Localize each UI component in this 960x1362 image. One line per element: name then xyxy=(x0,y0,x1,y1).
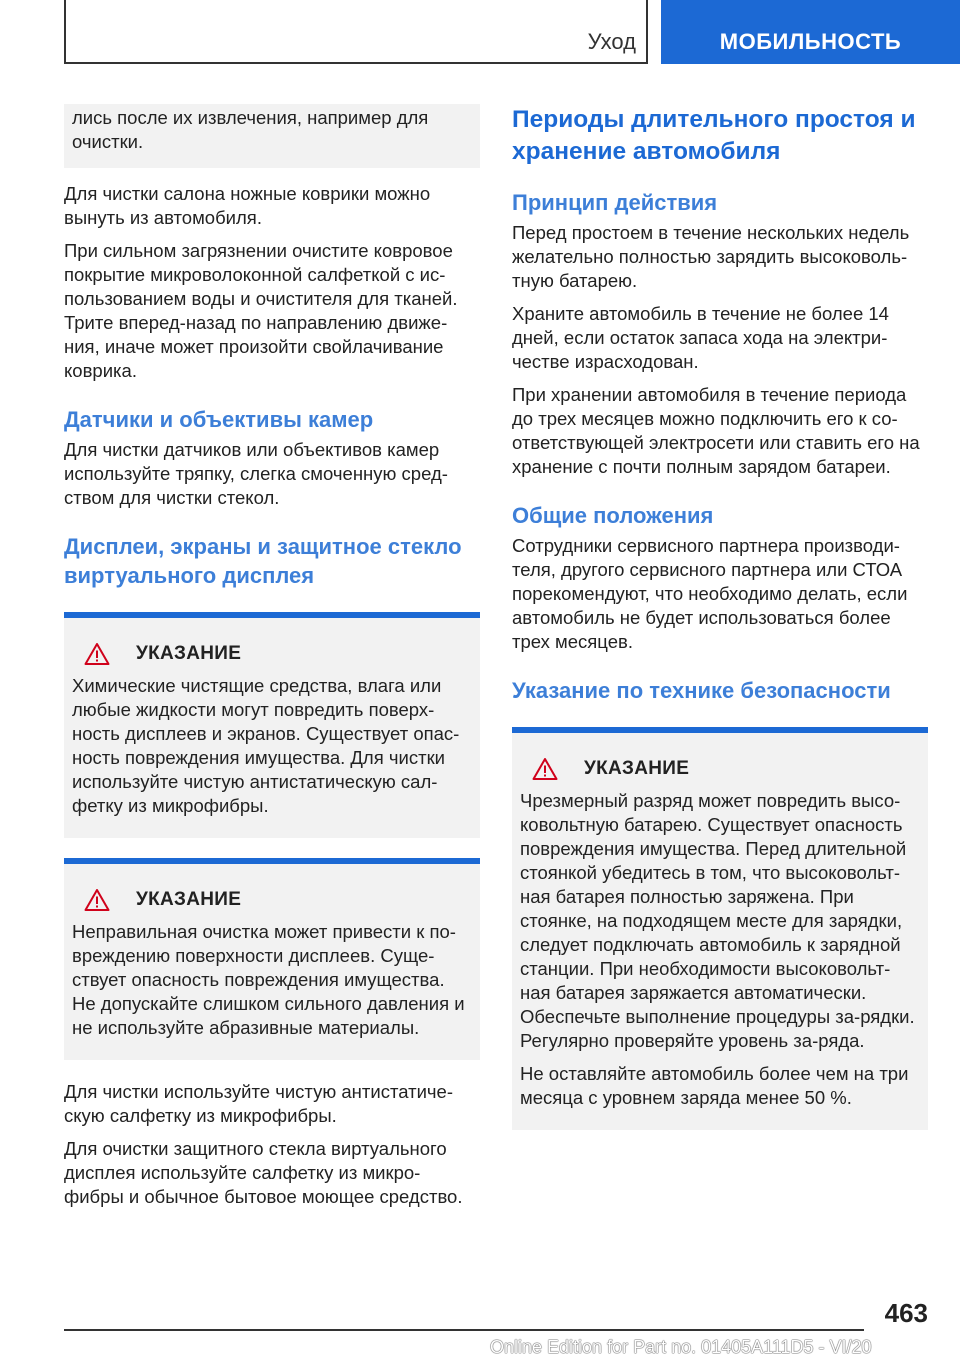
warning-box xyxy=(64,612,480,838)
section-heading-sensors: Датчики и объективы камер xyxy=(64,407,374,432)
section-heading-principle: Принцип действия xyxy=(512,190,718,215)
right-column xyxy=(512,104,928,1150)
footer-divider xyxy=(64,1329,864,1331)
paragraph: При хранении автомобиля в течение периода до трех месяцев можно подключить его к со-ответствующей электросети или ставить его на хранение с почти полным зарядом батареи. xyxy=(512,384,920,477)
section-heading-safety: Указание по технике безопасности xyxy=(512,678,891,703)
chapter-heading-storage: Периоды длительного простоя и хранение автомобиля xyxy=(512,106,916,165)
paragraph: Перед простоем в течение нескольких недель желательно полностью зарядить высоковоль-тную батарею. xyxy=(512,222,910,291)
left-column xyxy=(64,104,480,1218)
footer-edition: Online Edition for Part no. 01405A111D5 - VI/20 xyxy=(490,1337,872,1357)
section-heading-displays: Дисплеи, экраны и защитное стекло виртуального дисплея xyxy=(64,534,462,588)
paragraph: Для чистки салона ножные коврики можно вынуть из автомобиля. xyxy=(64,183,431,228)
warning-title: УКАЗАНИЕ xyxy=(136,643,242,664)
paragraph: Для чистки используйте чистую антистатиче-скую салфетку из микрофибры. xyxy=(64,1081,453,1126)
continued-note-box xyxy=(64,104,480,168)
warning-text: Не оставляйте автомобиль более чем на три месяца с уровнем заряда менее 50 %. xyxy=(520,1063,909,1108)
warning-triangle-icon xyxy=(84,888,110,912)
paragraph: Для чистки датчиков или объективов камер используйте тряпку, слегка смоченную сред-ством для чистки стекол. xyxy=(64,439,448,508)
warning-header xyxy=(72,642,470,666)
warning-triangle-icon xyxy=(84,642,110,666)
continued-note-text: лись после их извлечения, например для очистки. xyxy=(72,107,429,152)
warning-text: Неправильная очистка может привести к по-вреждению поверхности дисплеев. Суще-ствует опасность повреждения имущества. Не допускайте слишком сильного давления и не используйте абразивные материалы. xyxy=(72,921,465,1038)
warning-box xyxy=(64,858,480,1060)
warning-title: УКАЗАНИЕ xyxy=(136,889,242,910)
section-heading-general: Общие положения xyxy=(512,503,714,528)
paragraph: Сотрудники сервисного партнера производи-теля, другого сервисного партнера или СТОА порекомендуют, что необходимо делать, если автомобиль не будет использоваться более трех месяцев. xyxy=(512,535,908,652)
warning-triangle-icon xyxy=(532,757,558,781)
paragraph: Для очистки защитного стекла виртуального дисплея используйте салфетку из микро-фибры и обычное бытовое моющее средство. xyxy=(64,1138,463,1207)
warning-title: УКАЗАНИЕ xyxy=(584,758,690,779)
warning-text: Химические чистящие средства, влага или любые жидкости могут повредить поверх-ность дисплеев и экранов. Существует опас-ность повреждения имущества. Для чистки используйте чистую антистатическую сал-фетку из микрофибры. xyxy=(72,675,460,816)
page-number: 463 xyxy=(884,1298,928,1328)
header-section-title: Уход xyxy=(587,29,636,54)
warning-text: Чрезмерный разряд может повредить высо-ковольтную батарею. Существует опасность повреждения имущества. Перед длительной стоянкой убедитесь в том, что высоковольт-ная батарея полностью заряжена. При стоянке, на подходящем месте для зарядки, следует подключать автомобиль к зарядной станции. При необходимости высоковольт-ная батарея заряжается автоматически. Обеспечьте выполнение процедуры за-рядки. Регулярно проверяйте уровень за-ряда. xyxy=(520,790,915,1051)
header-chapter-tab: МОБИЛЬНОСТЬ xyxy=(661,0,960,64)
warning-header xyxy=(72,888,470,912)
warning-box xyxy=(512,727,928,1130)
paragraph: При сильном загрязнении очистите ковровое покрытие микроволоконной салфеткой с ис-пользованием воды и очистителя для тканей. Трите вперед-назад по направлению движе-ния, иначе может произойти свойлачивание коврика. xyxy=(64,240,458,381)
warning-header xyxy=(520,757,918,781)
paragraph: Храните автомобиль в течение не более 14 дней, если остаток запаса хода на электри-честве израсходован. xyxy=(512,303,889,372)
